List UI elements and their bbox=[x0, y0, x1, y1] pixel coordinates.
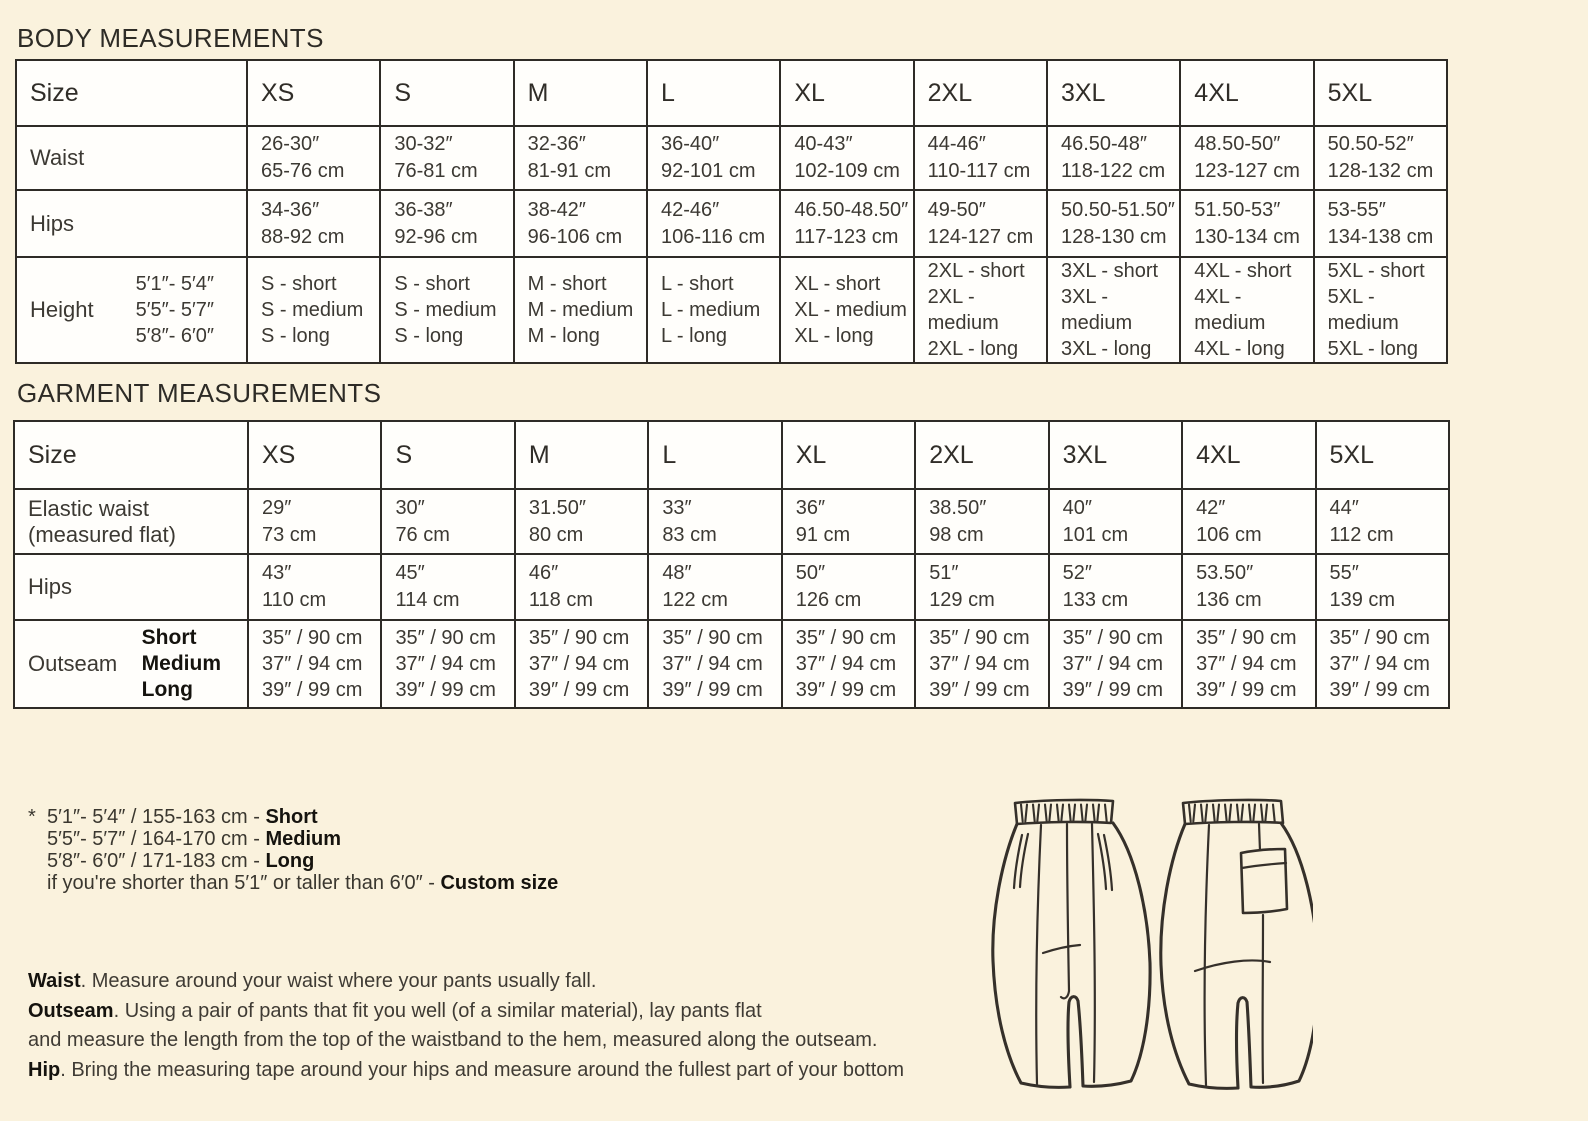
text-line bbox=[28, 1026, 904, 1056]
size-header: 5XL bbox=[1316, 421, 1450, 489]
measuring-instructions bbox=[28, 967, 904, 1085]
size-header: L bbox=[647, 60, 780, 126]
text-line bbox=[28, 1056, 904, 1086]
measurement-cell: S - short S - medium S - long bbox=[247, 257, 380, 363]
row-sublabels: 5′1″- 5′4″ 5′5″- 5′7″ 5′8″- 6′0″ bbox=[135, 273, 214, 347]
asterisk-marker bbox=[28, 850, 47, 872]
measurement-cell: 35″ / 90 cm 37″ / 94 cm 39″ / 99 cm bbox=[648, 620, 781, 708]
row-label: Outseam bbox=[28, 651, 118, 676]
text-line bbox=[28, 997, 904, 1027]
measurement-cell: 32-36″ 81-91 cm bbox=[514, 126, 647, 190]
row-label-cell bbox=[14, 620, 248, 708]
asterisk-marker bbox=[28, 872, 47, 894]
measurement-cell: 35″ / 90 cm 37″ / 94 cm 39″ / 99 cm bbox=[915, 620, 1048, 708]
text-line bbox=[28, 828, 558, 850]
row-label-cell bbox=[16, 190, 247, 257]
row-sublabels: Short Medium Long bbox=[141, 626, 221, 701]
front-grainline-mark bbox=[1043, 945, 1080, 953]
size-header: 3XL bbox=[1049, 421, 1182, 489]
row-label-cell bbox=[14, 554, 248, 620]
measurement-cell: 35″ / 90 cm 37″ / 94 cm 39″ / 99 cm bbox=[248, 620, 381, 708]
row-label-cell bbox=[14, 489, 248, 554]
measurement-cell: 49-50″ 124-127 cm bbox=[914, 190, 1047, 257]
measurement-cell: 36″ 91 cm bbox=[782, 489, 915, 554]
size-header: M bbox=[515, 421, 648, 489]
measurement-cell: 35″ / 90 cm 37″ / 94 cm 39″ / 99 cm bbox=[515, 620, 648, 708]
text-line-content: Waist. Measure around your waist where your pants usually fall. bbox=[28, 970, 597, 992]
measurement-cell: 50″ 126 cm bbox=[782, 554, 915, 620]
pants-back-icon bbox=[1161, 800, 1313, 1088]
body-measurements-title: BODY MEASUREMENTS bbox=[17, 23, 324, 53]
row-label: Waist bbox=[30, 145, 85, 170]
back-seam-upper bbox=[1259, 824, 1260, 851]
garment-measurements-table-wrap bbox=[13, 420, 1450, 709]
row-label: Hips bbox=[28, 574, 73, 599]
front-left-crease bbox=[1036, 825, 1041, 1084]
measurement-cell: 51.50-53″ 130-134 cm bbox=[1180, 190, 1313, 257]
measurement-cell: 3XL - short 3XL - medium 3XL - long bbox=[1047, 257, 1180, 363]
measurement-cell: 36-38″ 92-96 cm bbox=[380, 190, 513, 257]
measurement-cell: 36-40″ 92-101 cm bbox=[647, 126, 780, 190]
size-header: XL bbox=[782, 421, 915, 489]
measurement-cell: 52″ 133 cm bbox=[1049, 554, 1182, 620]
measurement-cell: 46.50-48.50″ 117-123 cm bbox=[780, 190, 913, 257]
text-line-content: 5′1″- 5′4″ / 155-163 cm - Short bbox=[47, 806, 318, 828]
measurement-cell: L - short L - medium L - long bbox=[647, 257, 780, 363]
measurement-cell: 40-43″ 102-109 cm bbox=[780, 126, 913, 190]
measurement-cell: 38.50″ 98 cm bbox=[915, 489, 1048, 554]
text-line bbox=[28, 872, 558, 894]
measurement-cell: 30″ 76 cm bbox=[381, 489, 514, 554]
size-header: L bbox=[648, 421, 781, 489]
measurement-cell: 46.50-48″ 118-122 cm bbox=[1047, 126, 1180, 190]
size-column-header: Size bbox=[14, 421, 248, 489]
body-measurements-table bbox=[15, 59, 1448, 364]
pants-front-icon bbox=[993, 800, 1150, 1087]
text-line-content: if you're shorter than 5′1″ or taller than 6′0″ - Custom size bbox=[47, 872, 559, 894]
measurement-cell: 31.50″ 80 cm bbox=[515, 489, 648, 554]
measurement-cell: 34-36″ 88-92 cm bbox=[247, 190, 380, 257]
row-label: Elastic waist (measured flat) bbox=[28, 495, 176, 547]
measurement-cell: 35″ / 90 cm 37″ / 94 cm 39″ / 99 cm bbox=[1316, 620, 1450, 708]
text-line-content: 5′8″- 6′0″ / 171-183 cm - Long bbox=[47, 850, 315, 872]
measurement-cell: 35″ / 90 cm 37″ / 94 cm 39″ / 99 cm bbox=[1049, 620, 1182, 708]
measurement-cell: 35″ / 90 cm 37″ / 94 cm 39″ / 99 cm bbox=[381, 620, 514, 708]
measurement-cell: 35″ / 90 cm 37″ / 94 cm 39″ / 99 cm bbox=[1182, 620, 1315, 708]
text-line bbox=[28, 850, 558, 872]
measurement-cell: 51″ 129 cm bbox=[915, 554, 1048, 620]
measurement-cell: 50.50-51.50″ 128-130 cm bbox=[1047, 190, 1180, 257]
size-header: S bbox=[380, 60, 513, 126]
back-waistband-hatching bbox=[1189, 805, 1275, 822]
measurement-cell: 42-46″ 106-116 cm bbox=[647, 190, 780, 257]
back-waistband bbox=[1183, 800, 1283, 824]
size-header: 5XL bbox=[1314, 60, 1447, 126]
measurement-cell: 44″ 112 cm bbox=[1316, 489, 1450, 554]
text-line-content: 5′5″- 5′7″ / 164-170 cm - Medium bbox=[47, 828, 341, 850]
measurement-cell: 55″ 139 cm bbox=[1316, 554, 1450, 620]
measurement-cell: 40″ 101 cm bbox=[1049, 489, 1182, 554]
text-line bbox=[28, 806, 558, 828]
size-header: XS bbox=[247, 60, 380, 126]
measurement-cell: 2XL - short 2XL - medium 2XL - long bbox=[914, 257, 1047, 363]
measurement-cell: S - short S - medium S - long bbox=[380, 257, 513, 363]
size-header: XS bbox=[248, 421, 381, 489]
back-outline bbox=[1161, 823, 1313, 1088]
asterisk-marker bbox=[28, 828, 47, 850]
row-label-cell bbox=[16, 257, 247, 363]
front-waistband-hatching bbox=[1021, 805, 1107, 822]
garment-measurements-table bbox=[13, 420, 1450, 709]
measurement-cell: 42″ 106 cm bbox=[1182, 489, 1315, 554]
front-right-pocket bbox=[1098, 834, 1112, 890]
measurement-cell: 35″ / 90 cm 37″ / 94 cm 39″ / 99 cm bbox=[782, 620, 915, 708]
measurement-cell: 53.50″ 136 cm bbox=[1182, 554, 1315, 620]
measurement-cell: 43″ 110 cm bbox=[248, 554, 381, 620]
measurement-cell: 30-32″ 76-81 cm bbox=[380, 126, 513, 190]
size-column-header: Size bbox=[16, 60, 247, 126]
asterisk-marker: * bbox=[28, 806, 36, 828]
size-header: 4XL bbox=[1180, 60, 1313, 126]
front-right-crease bbox=[1092, 824, 1095, 1082]
row-label: Height bbox=[30, 297, 94, 322]
height-legend-footnote bbox=[28, 806, 558, 894]
front-left-pocket bbox=[1014, 834, 1028, 888]
size-header: M bbox=[514, 60, 647, 126]
pants-illustration bbox=[983, 793, 1313, 1111]
text-line-content: Outseam. Using a pair of pants that fit you well (of a similar material), lay pants flat bbox=[28, 999, 762, 1022]
measurement-cell: XL - short XL - medium XL - long bbox=[780, 257, 913, 363]
measurement-cell: 5XL - short 5XL - medium 5XL - long bbox=[1314, 257, 1447, 363]
measurement-cell: 4XL - short 4XL - medium 4XL - long bbox=[1180, 257, 1313, 363]
back-patch-pocket bbox=[1241, 849, 1287, 913]
measurement-cell: 26-30″ 65-76 cm bbox=[247, 126, 380, 190]
measurement-cell: 33″ 83 cm bbox=[648, 489, 781, 554]
measurement-cell: 53-55″ 134-138 cm bbox=[1314, 190, 1447, 257]
size-header: 2XL bbox=[914, 60, 1047, 126]
measurement-cell: 48.50-50″ 123-127 cm bbox=[1180, 126, 1313, 190]
measurement-cell: 29″ 73 cm bbox=[248, 489, 381, 554]
back-left-seam bbox=[1205, 825, 1209, 1085]
measurement-cell: 45″ 114 cm bbox=[381, 554, 514, 620]
back-hip-dash bbox=[1195, 960, 1270, 971]
text-line bbox=[28, 967, 904, 997]
measurement-cell: 38-42″ 96-106 cm bbox=[514, 190, 647, 257]
row-label-cell bbox=[16, 126, 247, 190]
garment-measurements-title: GARMENT MEASUREMENTS bbox=[17, 378, 382, 408]
measurement-cell: 46″ 118 cm bbox=[515, 554, 648, 620]
text-line-content: Hip. Bring the measuring tape around your hips and measure around the fullest part of your bottom bbox=[28, 1058, 905, 1081]
text-line-content: and measure the length from the top of the waistband to the hem, measured along the outseam. bbox=[28, 1029, 878, 1051]
row-label: Hips bbox=[30, 210, 75, 236]
size-header: S bbox=[381, 421, 514, 489]
front-fly-seam bbox=[1061, 824, 1069, 998]
body-measurements-table-wrap bbox=[15, 59, 1448, 364]
measurement-cell: M - short M - medium M - long bbox=[514, 257, 647, 363]
measurement-cell: 50.50-52″ 128-132 cm bbox=[1314, 126, 1447, 190]
measurement-cell: 44-46″ 110-117 cm bbox=[914, 126, 1047, 190]
size-header: 3XL bbox=[1047, 60, 1180, 126]
size-header: 2XL bbox=[915, 421, 1048, 489]
measurement-cell: 48″ 122 cm bbox=[648, 554, 781, 620]
size-header: XL bbox=[780, 60, 913, 126]
size-header: 4XL bbox=[1182, 421, 1315, 489]
